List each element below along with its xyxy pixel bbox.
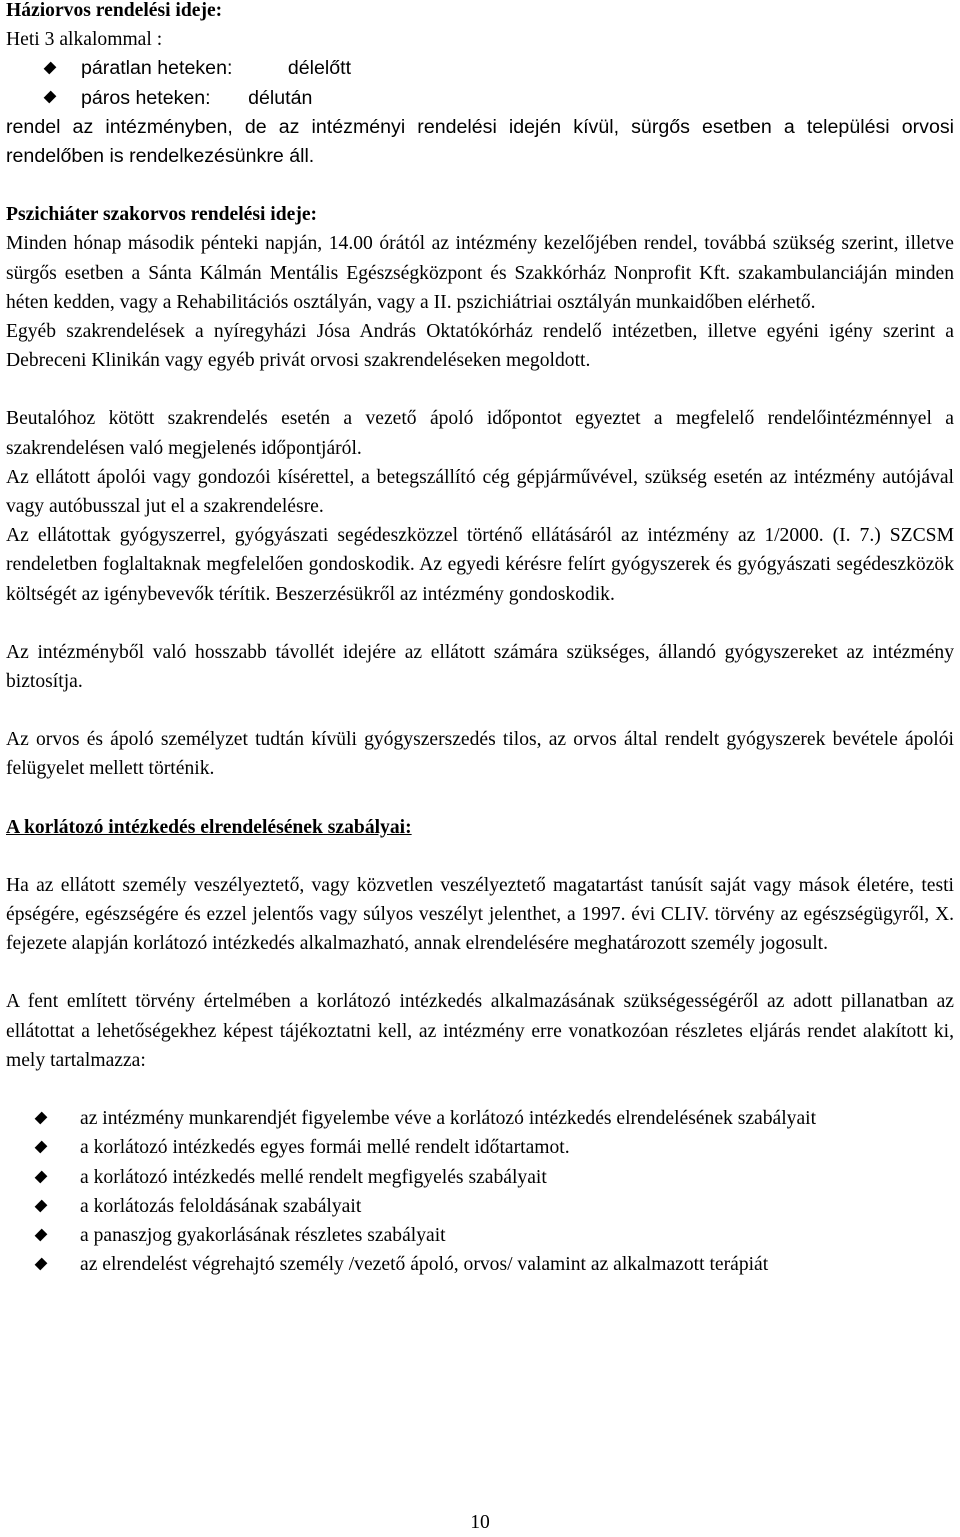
diamond-bullet-icon [36, 1163, 46, 1192]
restriction-paragraph-2: A fent említett törvény értelmében a korlátozó intézkedés alkalmazásának szükségességéről az adott pillanatban az ellátottat a lehetőségekhez képest tájékoztatni kell, az intézmény erre vonatkozóan részletes eljárás rendet alakított ki, mely tartalmazza: [6, 991, 954, 1071]
gp-schedule-list [6, 54, 954, 112]
restriction-paragraph-1: Ha az ellátott személy veszélyeztető, vagy közvetlen veszélyeztető magatartást tanúsít saját vagy mások életére, testi épségére, egészségére és ezzel jelentős vagy súlyos veszélyt jelenthet, a 1997. évi CLIV. törvény az egészségügyről, X. fejezete alapján korlátozó intézkedés alkalmazható, annak elrendelésére meghatározott személy jogosult. [6, 874, 954, 955]
list-item-text: a panaszjog gyakorlásának részletes szabályait [80, 1224, 446, 1246]
list-item [6, 1192, 954, 1221]
diamond-bullet-icon [36, 1133, 46, 1162]
other-specialists-paragraph: Egyéb szakrendelések a nyíregyházi Jósa András Oktatókórház rendelő intézetben, illetve egyéni igény szerint a Debreceni Klinikán vagy egyéb privát orvosi szakrendeléseken megoldott. [6, 321, 954, 372]
diamond-bullet-icon [36, 1221, 46, 1250]
psych-heading: Pszichiáter szakorvos rendelési ideje: [6, 204, 318, 226]
diamond-bullet-icon [36, 1104, 46, 1133]
medication-supply-paragraph: Az ellátottak gyógyszerrel, gyógyászati segédeszközzel történő ellátásáról az intézmény az 1/2000. (I. 7.) SZCSM rendeletben foglaltaknak megfelelően gondoskodik. Az egyedi kérésre felírt gyógyszerek és gyógyászati segédeszközök költségét az igénybevevők térítik. Beszerzésükről az intézmény gondoskodik. [6, 525, 954, 605]
diamond-bullet-icon [36, 1192, 46, 1221]
list-item [6, 1221, 954, 1250]
gp-paragraph: rendel az intézményben, de az intézményi rendelési idején kívül, sürgős esetben a települési orvosi rendelőben is rendelkezésünkre áll. [6, 115, 954, 168]
medication-rule-paragraph: Az orvos és ápoló személyzet tudtán kívüli gyógyszerszedés tilos, az orvos által rendelt gyógyszerek bevétele ápolói felügyelet mellett történik. [6, 729, 954, 780]
schedule-value: délután [248, 86, 313, 109]
restriction-rules-list [6, 1104, 954, 1279]
gp-heading: Háziorvos rendelési ideje: [6, 0, 223, 21]
schedule-value: délelőtt [287, 57, 352, 80]
list-item-text: a korlátozás feloldásának szabályait [80, 1195, 362, 1217]
diamond-bullet-icon [45, 54, 55, 83]
list-item-text: az elrendelést végrehajtó személy /vezető ápoló, orvos/ valamint az alkalmazott terápiát [80, 1254, 769, 1276]
list-item [6, 1163, 954, 1192]
list-item-text: az intézmény munkarendjét figyelembe véve a korlátozó intézkedés elrendelésének szabályait [80, 1108, 817, 1130]
referral-paragraph: Beutalóhoz kötött szakrendelés esetén a vezető ápoló időpontot egyeztet a megfelelő rendelőintézménnyel a szakrendelésen való megjelenés időpontjáról. [6, 408, 954, 459]
list-item [6, 84, 954, 113]
diamond-bullet-icon [45, 84, 55, 113]
list-item [6, 1104, 954, 1133]
psych-paragraph: Minden hónap második pénteki napján, 14.00 órától az intézmény kezelőjében rendel, továbbá szükség szerint, illetve sürgős esetben a Sánta Kálmán Mentális Egészségközpont és Szakkórház Nonprofit Kft. szakambulanciáján minden héten kedden, vagy a Rehabilitációs osztályán, vagy a II. pszichiátriai osztályán munkaidőben elérhető. [6, 233, 954, 313]
gp-intro: Heti 3 alkalommal : [6, 29, 163, 51]
list-item-text: a korlátozó intézkedés egyes formái mellé rendelt időtartamot. [80, 1137, 570, 1159]
page-number: 10 [470, 1512, 490, 1533]
transport-paragraph: Az ellátott ápolói vagy gondozói kísérettel, a betegszállító cég gépjárművével, szükség esetén az intézmény autójával vagy autóbusszal jut el a szakrendelésre. [6, 466, 954, 518]
restriction-heading: A korlátozó intézkedés elrendelésének szabályai: [6, 816, 412, 838]
list-item [6, 1250, 954, 1279]
diamond-bullet-icon [36, 1250, 46, 1279]
schedule-label: páratlan heteken: [81, 57, 233, 80]
list-item-text: a korlátozó intézkedés mellé rendelt megfigyelés szabályait [80, 1166, 547, 1188]
schedule-label: páros heteken: [81, 86, 211, 109]
list-item [6, 54, 954, 83]
absence-paragraph: Az intézményből való hosszabb távollét idejére az ellátott számára szükséges, állandó gyógyszereket az intézmény biztosítja. [6, 641, 954, 693]
list-item [6, 1133, 954, 1162]
